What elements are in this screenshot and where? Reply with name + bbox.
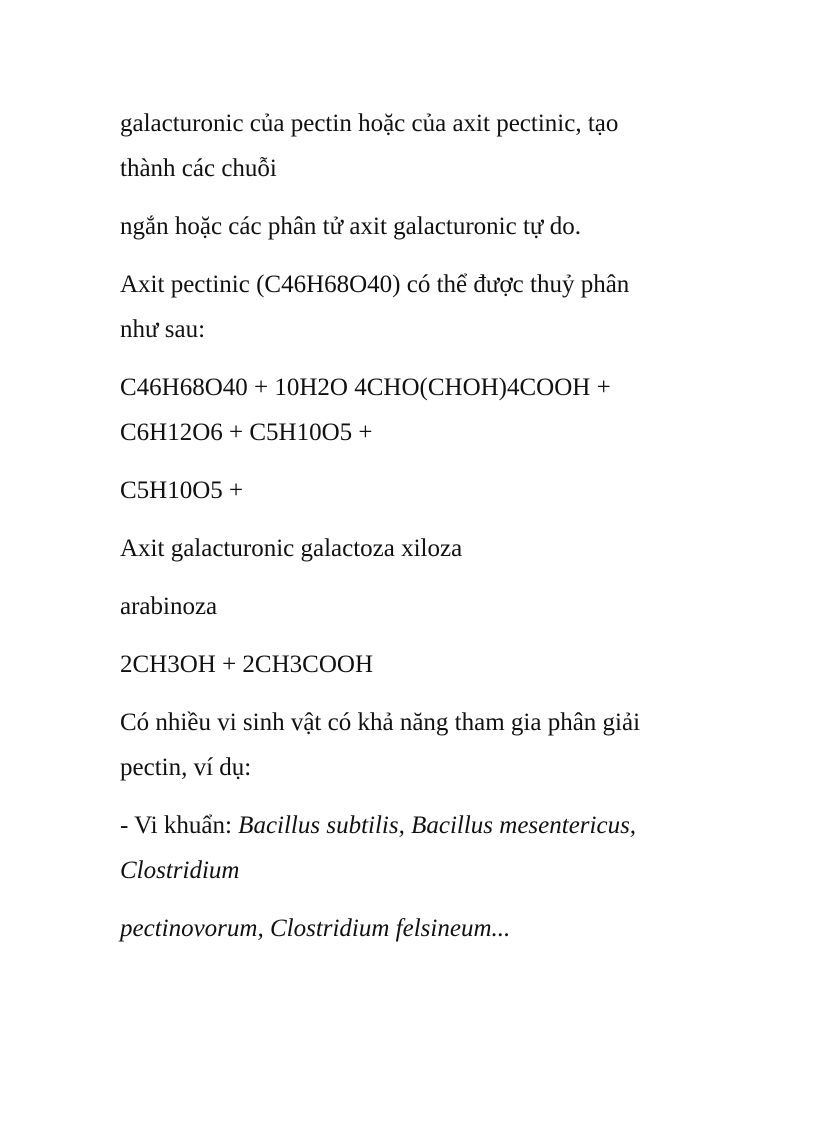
paragraph-pectinic-acid-hydrolysis: Axit pectinic (C46H68O40) có thể được thuỷ phân như sau: [120, 271, 630, 343]
paragraph-bacteria-list [120, 803, 720, 893]
equation-product-label-arabinoza: arabinoza [120, 593, 218, 620]
bacteria-prefix: - Vi khuẩn: [120, 812, 239, 839]
equation-product-labels: Axit galacturonic galactoza xiloza [120, 535, 463, 562]
bacteria-species-line-2: Clostridium [120, 857, 240, 884]
paragraph-microorganisms-intro: Có nhiều vi sinh vật có khả năng tham gia phân giải pectin, ví dụ: [120, 709, 641, 781]
document-body [120, 101, 720, 964]
bacteria-species-line-1: Bacillus subtilis, Bacillus mesentericus, [238, 812, 637, 839]
paragraph-bacteria-list-continued: pectinovorum, Clostridium felsineum... [120, 915, 511, 942]
equation-byproducts: 2CH3OH + 2CH3COOH [120, 651, 374, 678]
paragraph-short-chains: ngắn hoặc các phân tử axit galacturonic tự do. [120, 213, 581, 240]
paragraph-pectin-hydrolysis-result: galacturonic của pectin hoặc của axit pectinic, tạo thành các chuỗi [120, 110, 619, 182]
equation-reactants-products: C46H68O40 + 10H2O 4CHO(CHOH)4COOH + C6H12O6 + C5H10O5 + [120, 374, 611, 446]
equation-continuation: C5H10O5 + [120, 477, 244, 504]
